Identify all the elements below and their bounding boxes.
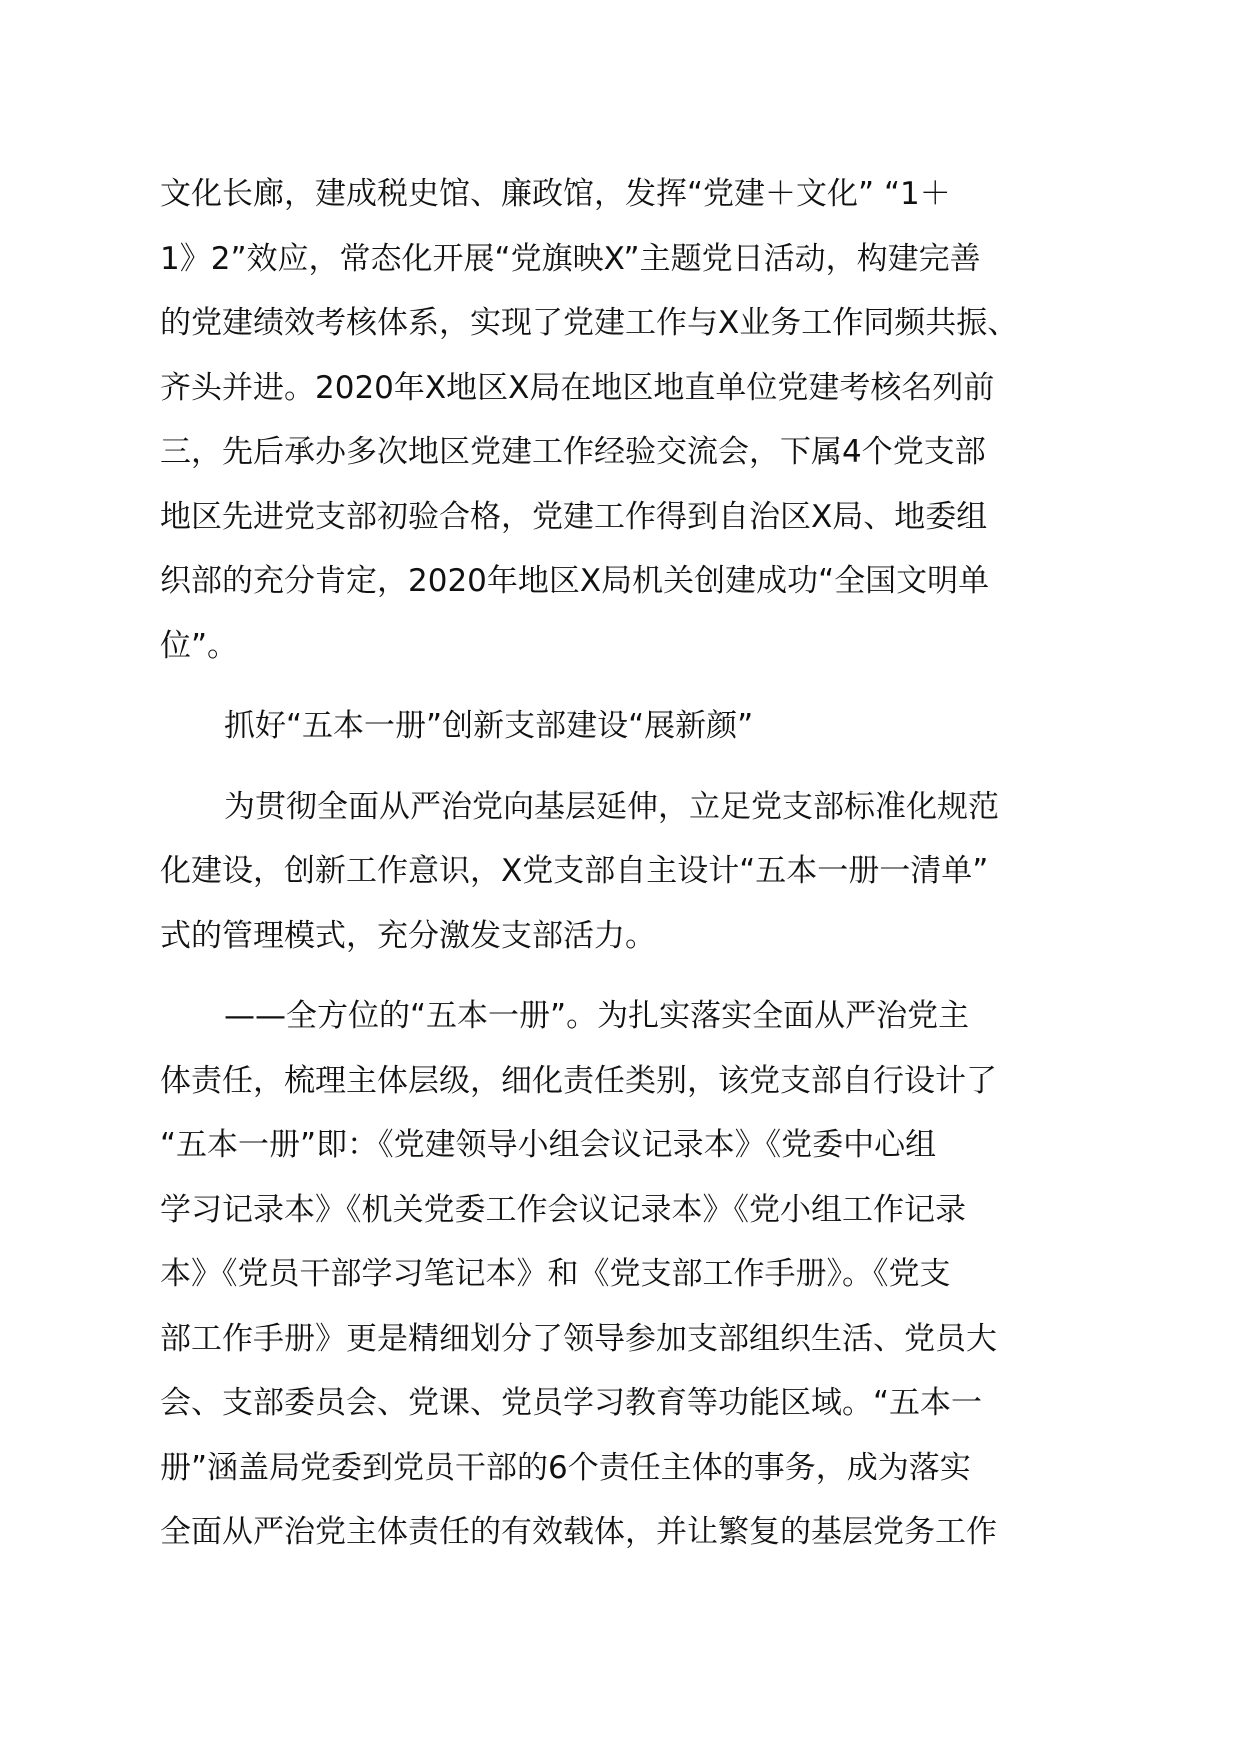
paragraph-1: [160, 162, 1100, 678]
paragraph-line: 文化长廊，建成税史馆、廉政馆，发挥“党建＋文化” “1＋: [160, 176, 951, 212]
paragraph-line: 1》2”效应，常态化开展“党旗映X”主题党日活动，构建完善: [160, 240, 981, 277]
paragraph-line: 位”。: [160, 627, 239, 664]
paragraph-line: 学习记录本》《机关党委工作会议记录本》《党小组工作记录: [160, 1191, 966, 1228]
paragraph-3: [160, 984, 1100, 1565]
paragraph-line: 体责任，梳理主体层级，细化责任类别，该党支部自行设计了: [160, 1062, 997, 1099]
paragraph-line: 本》《党员干部学习笔记本》和《党支部工作手册》。《党支: [160, 1256, 951, 1292]
paragraph-line: 地区先进党支部初验合格，党建工作得到自治区X局、地委组: [160, 498, 988, 535]
paragraph-line: 册”涵盖局党委到党员干部的6个责任主体的事务，成为落实: [160, 1449, 971, 1486]
paragraph-line: 织部的充分肯定，2020年地区X局机关创建成功“全国文明单: [160, 563, 990, 599]
paragraph-line: 为贯彻全面从严治党向基层延伸，立足党支部标准化规范: [224, 788, 999, 825]
paragraph-2: [160, 775, 1100, 969]
paragraph-line: 式的管理模式，充分激发支部活力。: [160, 917, 656, 954]
paragraph-line: 的党建绩效考核体系，实现了党建工作与X业务工作同频共振、: [160, 305, 1019, 341]
paragraph-line: 齐头并进。2020年X地区X局在地区地直单位党建考核名列前: [160, 369, 995, 406]
paragraph-line: “五本一册”即：《党建领导小组会议记录本》《党委中心组: [160, 1127, 937, 1163]
paragraph-line: 三，先后承办多次地区党建工作经验交流会，下属4个党支部: [160, 434, 986, 470]
paragraph-line: 全面从严治党主体责任的有效载体，并让繁复的基层党务工作: [160, 1514, 997, 1550]
paragraph-line: ——全方位的“五本一册”。为扎实落实全面从严治党主: [224, 998, 970, 1034]
paragraph-line: 化建设，创新工作意识，X党支部自主设计“五本一册一清单”: [160, 853, 989, 889]
section-heading: 抓好“五本一册”创新支部建设“展新颜”: [224, 708, 754, 744]
paragraph-line: 部工作手册》更是精细划分了领导参加支部组织生活、党员大: [160, 1320, 997, 1357]
paragraph-spacer: [160, 678, 1100, 694]
paragraph-spacer: [160, 968, 1100, 984]
paragraph-spacer: [160, 759, 1100, 775]
document-body: [160, 162, 1100, 1565]
paragraph-line: 会、支部委员会、党课、党员学习教育等功能区域。“五本一: [160, 1385, 983, 1421]
